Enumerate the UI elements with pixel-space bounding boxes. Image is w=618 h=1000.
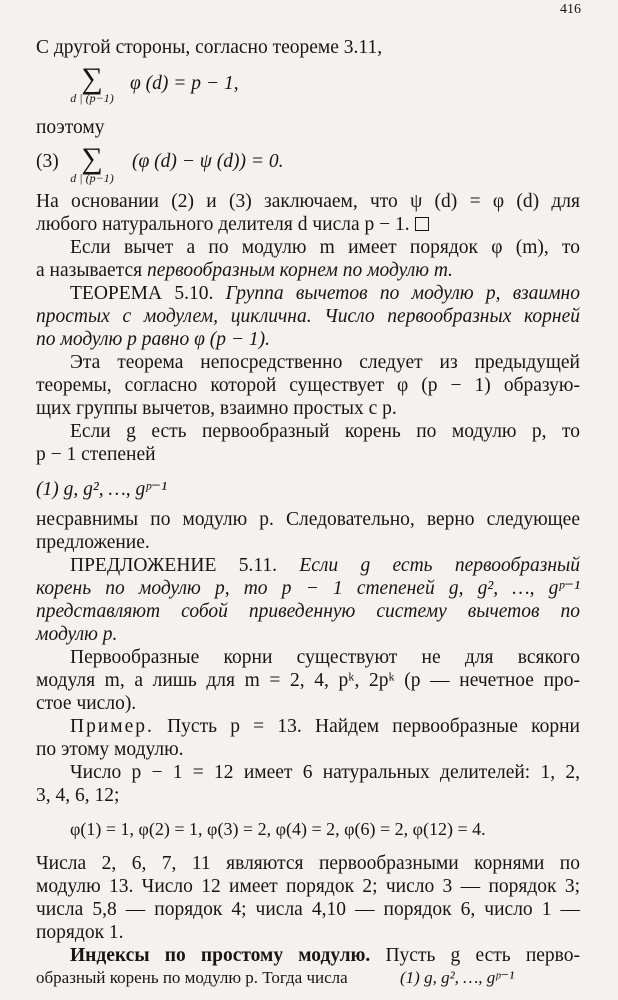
text-line: Если g есть первообразный корень по модулю p, то [70, 421, 580, 442]
proposition-text: корень по модулю p, то p − 1 степеней g, g², …, gᵖ⁻¹ [36, 578, 580, 599]
text-line: щих группы вычетов, взаимно простых с p. [36, 398, 397, 419]
sum-symbol: ∑ d | (p−1) [62, 146, 122, 185]
text-line: по этому модулю. [36, 739, 184, 760]
equation-tag: (3) [36, 151, 59, 172]
text-line: Числа 2, 6, 7, 11 являются первообразными корнями по [36, 853, 580, 874]
sum-subscript: d | (p−1) [70, 171, 114, 185]
proposition-text: модулю p. [36, 624, 118, 645]
end-of-proof-icon [415, 217, 429, 231]
equation: φ(1) = 1, φ(2) = 1, φ(3) = 2, φ(4) = 2, φ(6) = 2, φ(12) = 4. [70, 819, 486, 839]
sum-symbol: ∑ d | (p−1) [62, 66, 122, 105]
text-line: Эта теорема непосредственно следует из предыдущей [70, 352, 580, 373]
section-heading: Индексы по простому модулю. Пусть g есть перво- [70, 945, 580, 966]
text-line: числа 5,8 — порядок 4; числа 4,10 — порядок 6, число 1 — [36, 899, 580, 920]
equation: (1) g, g², …, gᵖ⁻¹ [36, 479, 167, 500]
text-line: теоремы, согласно которой существует φ (p − 1) образую- [36, 375, 580, 396]
text-line: a называется первообразным корнем по модулю m. [36, 260, 453, 281]
text-line: несравнимы по модулю p. Следовательно, верно следующее [36, 509, 580, 530]
page-number: 416 [560, 2, 581, 17]
text-line: модуля m, а лишь для m = 2, 4, pᵏ, 2pᵏ (p — нечетное про- [36, 670, 580, 691]
text-line: поэтому [36, 117, 105, 138]
theorem-heading: ТЕОРЕМА 5.10. Группа вычетов по модулю p, взаимно [70, 283, 580, 304]
text-line: любого натурального делителя d числа p − 1. [36, 213, 580, 236]
text-line: предложение. [36, 532, 150, 553]
example-line: Пример. Пусть p = 13. Найдем первообразные корни [70, 716, 580, 737]
equation: (1) g, g², …, gᵖ⁻¹ [400, 968, 515, 987]
sum-subscript: d | (p−1) [70, 91, 114, 105]
theorem-text: по модулю p равно φ (p − 1). [36, 329, 270, 350]
text-line: На основании (2) и (3) заключаем, что ψ (d) = φ (d) для [36, 191, 580, 212]
text-line: образный корень по модулю p. Тогда числа [36, 968, 348, 987]
text-line: Если вычет a по модулю m имеет порядок φ (m), то [70, 237, 580, 258]
text-line: С другой стороны, согласно теореме 3.11, [36, 37, 383, 58]
text-line: стое число). [36, 693, 137, 714]
text-line: p − 1 степеней [36, 444, 156, 465]
text-line: модулю 13. Число 12 имеет порядок 2; число 3 — порядок 3; [36, 876, 580, 897]
text-line: порядок 1. [36, 922, 124, 943]
text-line: Первообразные корни существуют не для всякого [70, 647, 580, 668]
theorem-text: простых с модулем, циклична. Число первообразных корней [36, 306, 580, 327]
proposition-heading: ПРЕДЛОЖЕНИЕ 5.11. Если g есть первообразный [70, 555, 580, 576]
text-line: Число p − 1 = 12 имеет 6 натуральных делителей: 1, 2, [70, 762, 580, 783]
proposition-text: представляют собой приведенную систему вычетов по [36, 601, 580, 622]
text-line: 3, 4, 6, 12; [36, 785, 120, 806]
equation: φ (d) = p − 1, [130, 73, 239, 94]
equation: (φ (d) − ψ (d)) = 0. [132, 151, 284, 172]
